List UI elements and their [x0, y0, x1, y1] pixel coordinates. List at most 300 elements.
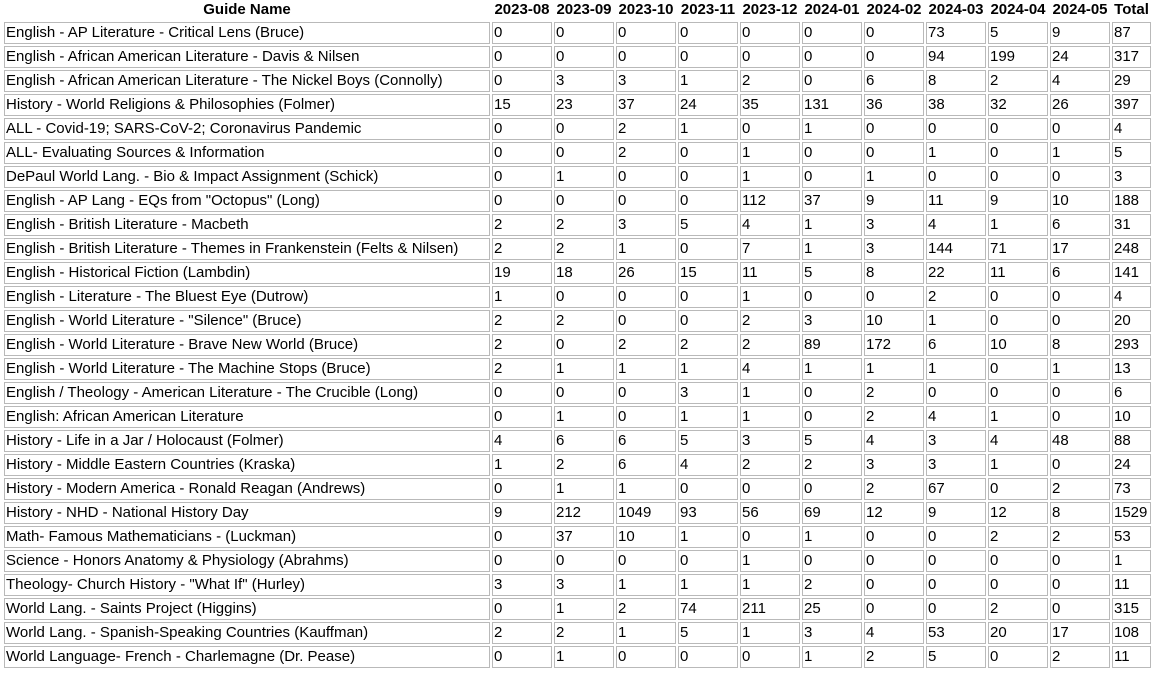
- month-count-cell: 2: [616, 598, 676, 620]
- month-count-cell: 1: [616, 574, 676, 596]
- month-count-cell: 2: [740, 310, 800, 332]
- month-count-cell: 25: [802, 598, 862, 620]
- month-count-cell: 3: [616, 70, 676, 92]
- month-count-cell: 2: [802, 574, 862, 596]
- month-count-cell: 0: [988, 118, 1048, 140]
- month-count-cell: 0: [616, 382, 676, 404]
- month-count-cell: 1: [802, 118, 862, 140]
- column-header-total: Total: [1114, 1, 1149, 18]
- month-count-cell: 1: [554, 646, 614, 668]
- month-count-cell: 0: [616, 310, 676, 332]
- total-cell: 24: [1112, 454, 1151, 476]
- total-cell: 4: [1112, 286, 1151, 308]
- month-count-cell: 0: [864, 46, 924, 68]
- column-header-guide-name: Guide Name: [203, 1, 291, 18]
- guide-name-cell: World Lang. - Spanish-Speaking Countries (Kauffman): [4, 622, 490, 644]
- month-count-cell: 12: [988, 502, 1048, 524]
- guide-name-cell: English - African American Literature - Davis & Nilsen: [4, 46, 490, 68]
- month-count-cell: 1: [864, 358, 924, 380]
- month-count-cell: 8: [926, 70, 986, 92]
- month-count-cell: 0: [802, 70, 862, 92]
- guide-name-cell: English - World Literature - "Silence" (Bruce): [4, 310, 490, 332]
- month-count-cell: 199: [988, 46, 1048, 68]
- month-count-cell: 10: [988, 334, 1048, 356]
- month-count-cell: 0: [554, 334, 614, 356]
- column-header-month: 2023-11: [680, 1, 736, 18]
- month-count-cell: 2: [554, 238, 614, 260]
- month-count-cell: 6: [616, 454, 676, 476]
- column-header-month: 2023-08: [494, 1, 550, 18]
- month-count-cell: 4: [492, 430, 552, 452]
- month-count-cell: 112: [740, 190, 800, 212]
- month-count-cell: 1: [802, 646, 862, 668]
- month-count-cell: 32: [988, 94, 1048, 116]
- month-count-cell: 1: [802, 526, 862, 548]
- month-count-cell: 1: [554, 358, 614, 380]
- table-row: [4, 190, 1151, 212]
- guide-name-cell: World Lang. - Saints Project (Higgins): [4, 598, 490, 620]
- month-count-cell: 0: [988, 142, 1048, 164]
- month-count-cell: 0: [678, 646, 738, 668]
- month-count-cell: 0: [802, 22, 862, 44]
- month-count-cell: 0: [926, 526, 986, 548]
- month-count-cell: 0: [864, 142, 924, 164]
- table-row: [4, 214, 1151, 236]
- month-count-cell: 0: [492, 598, 552, 620]
- month-count-cell: 18: [554, 262, 614, 284]
- month-count-cell: 4: [926, 406, 986, 428]
- month-count-cell: 0: [554, 550, 614, 572]
- table-row: [4, 334, 1151, 356]
- month-count-cell: 11: [988, 262, 1048, 284]
- month-count-cell: 71: [988, 238, 1048, 260]
- month-count-cell: 2: [864, 406, 924, 428]
- table-row: [4, 118, 1151, 140]
- month-count-cell: 0: [926, 382, 986, 404]
- month-count-cell: 6: [1050, 262, 1110, 284]
- table-row: [4, 358, 1151, 380]
- month-count-cell: 0: [988, 286, 1048, 308]
- month-count-cell: 2: [492, 334, 552, 356]
- month-count-cell: 35: [740, 94, 800, 116]
- guide-name-cell: History - Modern America - Ronald Reagan (Andrews): [4, 478, 490, 500]
- month-count-cell: 8: [1050, 334, 1110, 356]
- month-count-cell: 0: [678, 550, 738, 572]
- month-count-cell: 1: [616, 622, 676, 644]
- month-count-cell: 1: [1050, 142, 1110, 164]
- month-count-cell: 3: [492, 574, 552, 596]
- guide-name-cell: Science - Honors Anatomy & Physiology (Abrahms): [4, 550, 490, 572]
- month-count-cell: 2: [492, 238, 552, 260]
- month-count-cell: 3: [802, 310, 862, 332]
- month-count-cell: 2: [616, 142, 676, 164]
- month-count-cell: 0: [988, 358, 1048, 380]
- column-header-month: 2024-01: [804, 1, 860, 18]
- total-cell: 88: [1112, 430, 1151, 452]
- guide-name-cell: English - British Literature - Macbeth: [4, 214, 490, 236]
- table-row: [4, 70, 1151, 92]
- month-count-cell: 9: [864, 190, 924, 212]
- month-count-cell: 94: [926, 46, 986, 68]
- month-count-cell: 1: [988, 214, 1048, 236]
- table-row: [4, 526, 1151, 548]
- month-count-cell: 9: [988, 190, 1048, 212]
- month-count-cell: 0: [802, 142, 862, 164]
- month-count-cell: 1: [554, 478, 614, 500]
- month-count-cell: 4: [1050, 70, 1110, 92]
- month-count-cell: 1: [616, 478, 676, 500]
- month-count-cell: 2: [1050, 526, 1110, 548]
- month-count-cell: 2: [616, 334, 676, 356]
- month-count-cell: 0: [802, 550, 862, 572]
- month-count-cell: 6: [554, 430, 614, 452]
- month-count-cell: 74: [678, 598, 738, 620]
- month-count-cell: 8: [864, 262, 924, 284]
- month-count-cell: 0: [492, 190, 552, 212]
- month-count-cell: 1: [554, 598, 614, 620]
- month-count-cell: 131: [802, 94, 862, 116]
- month-count-cell: 0: [988, 166, 1048, 188]
- month-count-cell: 0: [740, 478, 800, 500]
- month-count-cell: 5: [802, 262, 862, 284]
- month-count-cell: 0: [492, 550, 552, 572]
- month-count-cell: 48: [1050, 430, 1110, 452]
- guide-name-cell: English - AP Lang - EQs from "Octopus" (Long): [4, 190, 490, 212]
- table-row: [4, 46, 1151, 68]
- month-count-cell: 0: [802, 382, 862, 404]
- guide-name-cell: History - Life in a Jar / Holocaust (Folmer): [4, 430, 490, 452]
- total-cell: 317: [1112, 46, 1151, 68]
- month-count-cell: 1: [802, 238, 862, 260]
- month-count-cell: 0: [988, 646, 1048, 668]
- total-cell: 53: [1112, 526, 1151, 548]
- guide-name-cell: English - World Literature - The Machine Stops (Bruce): [4, 358, 490, 380]
- month-count-cell: 0: [864, 286, 924, 308]
- month-count-cell: 1: [492, 286, 552, 308]
- month-count-cell: 1: [864, 166, 924, 188]
- month-count-cell: 9: [926, 502, 986, 524]
- month-count-cell: 7: [740, 238, 800, 260]
- month-count-cell: 23: [554, 94, 614, 116]
- month-count-cell: 37: [554, 526, 614, 548]
- total-cell: 248: [1112, 238, 1151, 260]
- month-count-cell: 0: [802, 286, 862, 308]
- table-row: [4, 142, 1151, 164]
- month-count-cell: 0: [492, 646, 552, 668]
- month-count-cell: 1049: [616, 502, 676, 524]
- guide-name-cell: DePaul World Lang. - Bio & Impact Assignment (Schick): [4, 166, 490, 188]
- month-count-cell: 0: [678, 310, 738, 332]
- month-count-cell: 0: [554, 286, 614, 308]
- month-count-cell: 93: [678, 502, 738, 524]
- month-count-cell: 0: [492, 406, 552, 428]
- month-count-cell: 0: [926, 166, 986, 188]
- table-row: [4, 478, 1151, 500]
- month-count-cell: 0: [554, 22, 614, 44]
- month-count-cell: 144: [926, 238, 986, 260]
- month-count-cell: 0: [554, 382, 614, 404]
- month-count-cell: 4: [988, 430, 1048, 452]
- month-count-cell: 0: [864, 118, 924, 140]
- total-cell: 87: [1112, 22, 1151, 44]
- month-count-cell: 1: [988, 454, 1048, 476]
- month-count-cell: 17: [1050, 238, 1110, 260]
- month-count-cell: 6: [926, 334, 986, 356]
- column-header-month: 2023-12: [742, 1, 798, 18]
- month-count-cell: 5: [988, 22, 1048, 44]
- total-cell: 11: [1112, 574, 1151, 596]
- guide-name-cell: English - Historical Fiction (Lambdin): [4, 262, 490, 284]
- month-count-cell: 3: [802, 622, 862, 644]
- total-cell: 3: [1112, 166, 1151, 188]
- month-count-cell: 1: [554, 406, 614, 428]
- month-count-cell: 4: [740, 214, 800, 236]
- table-row: [4, 598, 1151, 620]
- month-count-cell: 0: [616, 166, 676, 188]
- total-cell: 108: [1112, 622, 1151, 644]
- total-cell: 13: [1112, 358, 1151, 380]
- month-count-cell: 0: [1050, 598, 1110, 620]
- month-count-cell: 2: [678, 334, 738, 356]
- month-count-cell: 5: [678, 214, 738, 236]
- month-count-cell: 172: [864, 334, 924, 356]
- month-count-cell: 10: [616, 526, 676, 548]
- month-count-cell: 2: [554, 454, 614, 476]
- month-count-cell: 3: [926, 430, 986, 452]
- month-count-cell: 1: [616, 238, 676, 260]
- month-count-cell: 0: [740, 646, 800, 668]
- month-count-cell: 0: [926, 550, 986, 572]
- month-count-cell: 5: [802, 430, 862, 452]
- month-count-cell: 0: [1050, 406, 1110, 428]
- month-count-cell: 0: [1050, 454, 1110, 476]
- table-row: [4, 286, 1151, 308]
- total-cell: 397: [1112, 94, 1151, 116]
- month-count-cell: 37: [802, 190, 862, 212]
- month-count-cell: 0: [802, 406, 862, 428]
- total-cell: 315: [1112, 598, 1151, 620]
- month-count-cell: 0: [926, 118, 986, 140]
- total-cell: 31: [1112, 214, 1151, 236]
- total-cell: 1529: [1112, 502, 1151, 524]
- month-count-cell: 0: [678, 22, 738, 44]
- month-count-cell: 2: [864, 478, 924, 500]
- month-count-cell: 3: [554, 574, 614, 596]
- table-row: [4, 454, 1151, 476]
- guide-name-cell: History - NHD - National History Day: [4, 502, 490, 524]
- month-count-cell: 0: [678, 238, 738, 260]
- month-count-cell: 0: [678, 46, 738, 68]
- total-cell: 5: [1112, 142, 1151, 164]
- total-cell: 1: [1112, 550, 1151, 572]
- month-count-cell: 1: [678, 358, 738, 380]
- month-count-cell: 0: [864, 550, 924, 572]
- month-count-cell: 2: [1050, 478, 1110, 500]
- column-header-month: 2024-05: [1052, 1, 1108, 18]
- month-count-cell: 11: [740, 262, 800, 284]
- month-count-cell: 24: [1050, 46, 1110, 68]
- month-count-cell: 1: [1050, 358, 1110, 380]
- table-row: [4, 574, 1151, 596]
- guide-name-cell: History - World Religions & Philosophies (Folmer): [4, 94, 490, 116]
- month-count-cell: 3: [864, 454, 924, 476]
- total-cell: 29: [1112, 70, 1151, 92]
- month-count-cell: 1: [740, 574, 800, 596]
- table-row: [4, 550, 1151, 572]
- guide-name-cell: English - Literature - The Bluest Eye (Dutrow): [4, 286, 490, 308]
- total-cell: 293: [1112, 334, 1151, 356]
- month-count-cell: 36: [864, 94, 924, 116]
- column-header-month: 2023-09: [556, 1, 612, 18]
- month-count-cell: 3: [864, 238, 924, 260]
- month-count-cell: 0: [492, 382, 552, 404]
- month-count-cell: 73: [926, 22, 986, 44]
- month-count-cell: 3: [554, 70, 614, 92]
- month-count-cell: 0: [988, 310, 1048, 332]
- month-count-cell: 0: [864, 574, 924, 596]
- guide-name-cell: World Language- French - Charlemagne (Dr. Pease): [4, 646, 490, 668]
- month-count-cell: 69: [802, 502, 862, 524]
- month-count-cell: 0: [554, 118, 614, 140]
- month-count-cell: 2: [492, 622, 552, 644]
- month-count-cell: 2: [802, 454, 862, 476]
- month-count-cell: 37: [616, 94, 676, 116]
- month-count-cell: 6: [616, 430, 676, 452]
- month-count-cell: 1: [926, 358, 986, 380]
- month-count-cell: 0: [740, 22, 800, 44]
- month-count-cell: 0: [1050, 382, 1110, 404]
- month-count-cell: 9: [492, 502, 552, 524]
- column-header-month: 2023-10: [618, 1, 674, 18]
- month-count-cell: 24: [678, 94, 738, 116]
- guide-name-cell: English - AP Literature - Critical Lens (Bruce): [4, 22, 490, 44]
- month-count-cell: 1: [678, 70, 738, 92]
- month-count-cell: 0: [1050, 310, 1110, 332]
- month-count-cell: 11: [926, 190, 986, 212]
- month-count-cell: 0: [492, 142, 552, 164]
- month-count-cell: 0: [616, 550, 676, 572]
- month-count-cell: 0: [678, 286, 738, 308]
- column-header-month: 2024-04: [990, 1, 1046, 18]
- month-count-cell: 2: [864, 646, 924, 668]
- month-count-cell: 2: [740, 70, 800, 92]
- month-count-cell: 1: [926, 142, 986, 164]
- month-count-cell: 4: [926, 214, 986, 236]
- table-header: [4, 0, 1151, 20]
- month-count-cell: 0: [678, 190, 738, 212]
- column-header-month: 2024-02: [866, 1, 922, 18]
- month-count-cell: 2: [988, 526, 1048, 548]
- month-count-cell: 12: [864, 502, 924, 524]
- total-cell: 20: [1112, 310, 1151, 332]
- month-count-cell: 1: [740, 286, 800, 308]
- month-count-cell: 0: [926, 598, 986, 620]
- month-count-cell: 0: [1050, 118, 1110, 140]
- table-row: [4, 430, 1151, 452]
- month-count-cell: 5: [678, 430, 738, 452]
- month-count-cell: 0: [864, 598, 924, 620]
- month-count-cell: 15: [678, 262, 738, 284]
- month-count-cell: 3: [616, 214, 676, 236]
- month-count-cell: 4: [864, 430, 924, 452]
- month-count-cell: 3: [926, 454, 986, 476]
- guide-name-cell: ALL - Covid-19; SARS-CoV-2; Coronavirus Pandemic: [4, 118, 490, 140]
- month-count-cell: 211: [740, 598, 800, 620]
- table-row: [4, 622, 1151, 644]
- month-count-cell: 2: [492, 214, 552, 236]
- month-count-cell: 1: [678, 406, 738, 428]
- table-row: [4, 238, 1151, 260]
- month-count-cell: 2: [864, 382, 924, 404]
- month-count-cell: 0: [492, 526, 552, 548]
- month-count-cell: 10: [864, 310, 924, 332]
- month-count-cell: 15: [492, 94, 552, 116]
- month-count-cell: 2: [554, 622, 614, 644]
- table-row: [4, 502, 1151, 524]
- total-cell: 141: [1112, 262, 1151, 284]
- month-count-cell: 0: [740, 118, 800, 140]
- month-count-cell: 0: [1050, 574, 1110, 596]
- month-count-cell: 212: [554, 502, 614, 524]
- guide-stats-table: [2, 0, 1153, 670]
- table-row: [4, 166, 1151, 188]
- guide-name-cell: English: African American Literature: [4, 406, 490, 428]
- month-count-cell: 0: [988, 574, 1048, 596]
- month-count-cell: 0: [1050, 286, 1110, 308]
- month-count-cell: 20: [988, 622, 1048, 644]
- month-count-cell: 0: [492, 46, 552, 68]
- month-count-cell: 9: [1050, 22, 1110, 44]
- month-count-cell: 6: [864, 70, 924, 92]
- month-count-cell: 0: [492, 118, 552, 140]
- month-count-cell: 0: [864, 22, 924, 44]
- total-cell: 188: [1112, 190, 1151, 212]
- month-count-cell: 6: [1050, 214, 1110, 236]
- month-count-cell: 1: [802, 358, 862, 380]
- month-count-cell: 38: [926, 94, 986, 116]
- month-count-cell: 0: [988, 550, 1048, 572]
- month-count-cell: 1: [740, 166, 800, 188]
- month-count-cell: 3: [864, 214, 924, 236]
- month-count-cell: 0: [740, 46, 800, 68]
- month-count-cell: 1: [926, 310, 986, 332]
- month-count-cell: 0: [740, 526, 800, 548]
- total-cell: 6: [1112, 382, 1151, 404]
- month-count-cell: 2: [988, 70, 1048, 92]
- month-count-cell: 1: [678, 574, 738, 596]
- month-count-cell: 0: [554, 46, 614, 68]
- month-count-cell: 0: [616, 22, 676, 44]
- guide-name-cell: Math- Famous Mathematicians - (Luckman): [4, 526, 490, 548]
- total-cell: 4: [1112, 118, 1151, 140]
- month-count-cell: 17: [1050, 622, 1110, 644]
- guide-name-cell: English / Theology - American Literature - The Crucible (Long): [4, 382, 490, 404]
- month-count-cell: 0: [616, 46, 676, 68]
- month-count-cell: 0: [554, 142, 614, 164]
- month-count-cell: 2: [926, 286, 986, 308]
- month-count-cell: 26: [616, 262, 676, 284]
- month-count-cell: 0: [864, 526, 924, 548]
- table-row: [4, 646, 1151, 668]
- month-count-cell: 2: [616, 118, 676, 140]
- month-count-cell: 2: [740, 454, 800, 476]
- month-count-cell: 0: [678, 142, 738, 164]
- table-row: [4, 94, 1151, 116]
- month-count-cell: 1: [988, 406, 1048, 428]
- month-count-cell: 1: [802, 214, 862, 236]
- month-count-cell: 0: [802, 46, 862, 68]
- month-count-cell: 0: [802, 478, 862, 500]
